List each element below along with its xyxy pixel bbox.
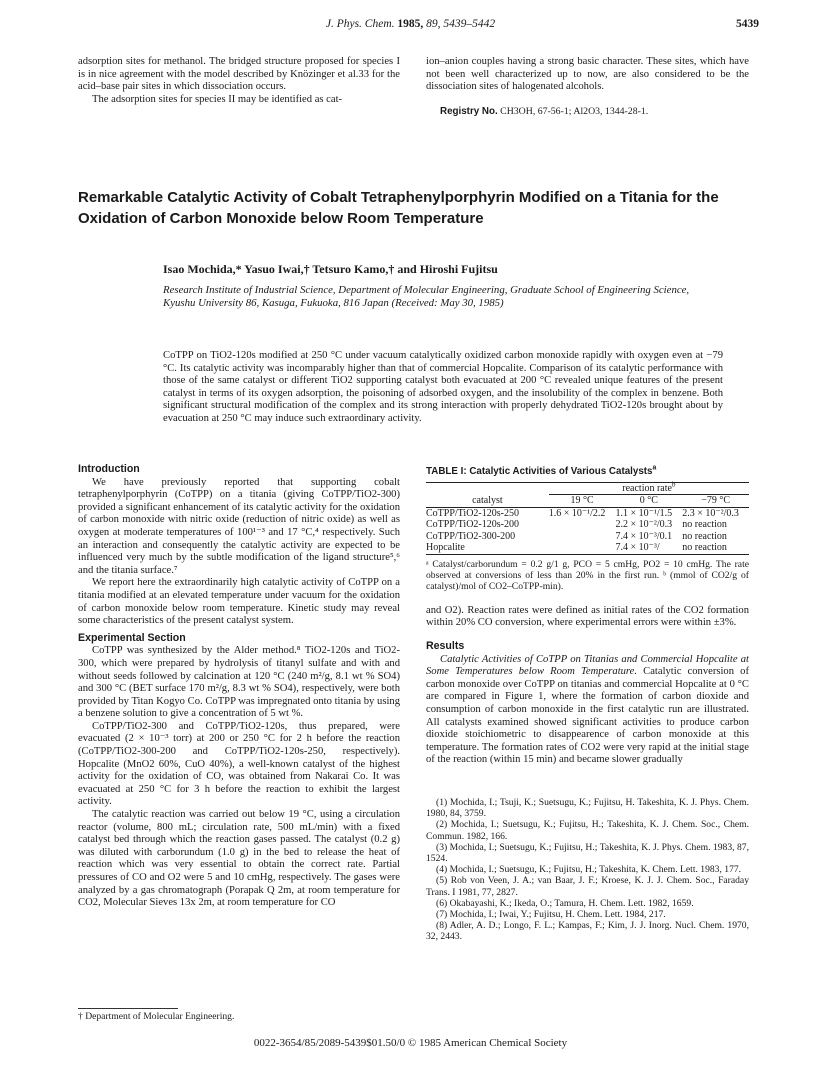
page-number: 5439 [736,18,759,30]
previous-article-left [78,56,400,106]
section-heading: Experimental Section [78,631,186,644]
prev-paragraph: adsorption sites for methanol. The bridged structure proposed for species I is in nice agreement with the model described by Knözinger et al.33 for the acid–base pair sites in which dissociation occurs. [78,56,400,93]
footnote: † Department of Molecular Engineering. [78,1008,400,1022]
col-19c: 19 °C [570,495,594,507]
registry-numbers: Registry No. CH3OH, 67-56-1; Al2O3, 1344-28-1. [440,105,649,117]
reference-item: (1) Mochida, I.; Tsuji, K.; Suetsugu, K.; Fujitsu, H. Takeshita, K. J. Phys. Chem. 1980, 84, 3759. [426,796,749,820]
paragraph: We report here the extraordinarily high catalytic activity of CoTPP on a titania modified at an elevated temperature under vacuum for the oxidation of carbon monoxide below room temperature. Kinetic study may reveal some characteristics of the present catalyst system. [78,577,400,627]
table-title: TABLE I: Catalytic Activities of Various Catalysts$^a$ [426,464,657,477]
abstract: CoTPP on TiO2-120s modified at 250 °C under vacuum catalytically oxidized carbon monoxide rapidly with oxygen even at −79 °C. Its catalytic activity was incomparably higher than that of commercial Hopcalite. Comparison of its catalytic performance with those of the same catalyst or different TiO2 supporting catalyst both evacuated at 200 °C revealed unique features of the present catalyst in terms of its oxygen adsorption, the poisoning of adsorbed oxygen, and the insolubility of the complex in benzene. Both significant structural modification of the complex and its strong interaction with properly dehydrated TiO2-120s brought about by evacuation at 250 °C may induce such extraordinary activity. [163,350,723,424]
paragraph: CoTPP was synthesized by the Alder method.⁸ TiO2-120s and TiO2-300, which were prepared by hydrolysis of titanyl sulfate and with and without seeds followed by calcination at 120 °C (240 m²/g, 8.1 wt % SO4) and 300 °C (BET surface 170 m²/g, 8.3 wt % SO4), respectively, were both provided by Titan Kogyo Co. CoTPP was impregnated onto titania by using a benzene solution to give a concentration of 5 wt %. [78,645,400,720]
table-row: CoTPP/TiO2-300-200 7.4 × 10⁻³/0.1 no reaction [426,530,727,542]
col-m79c: −79 °C [701,495,731,507]
reference-item: (7) Mochida, I.; Iwai, Y.; Fujitsu, H. Chem. Lett. 1984, 217. [436,908,666,920]
prev-paragraph: ion–anion couples having a strong basic character. These sites, which have not been well characterized up to now, are also considered to be the dissociation sites of halogenated alcohols. [426,56,749,93]
reaction-rate-header: reaction rate$^b$ [549,482,749,495]
table-row: CoTPP/TiO2-120s-200 2.2 × 10⁻²/0.3 no reaction [426,519,727,531]
previous-article-right [426,56,749,118]
left-column [78,463,400,910]
reference-item: (6) Okabayashi, K.; Ikeda, O.; Tamura, H. Chem. Lett. 1982, 1659. [436,897,694,909]
authors: Isao Mochida,* Yasuo Iwai,† Tetsuro Kamo,† and Hiroshi Fujitsu [163,262,498,276]
table-footnote: ᵃ Catalyst/carborundum = 0.2 g/1 g, PCO = 5 cmHg, PO2 = 10 cmHg. The rate observed at conversions of less than 20% in the first run. ᵇ (mmol of CO2/g of catalyst)/mol of CO2–CoTPP-min). [426,558,749,593]
right-column [426,466,749,943]
section-heading: Introduction [78,463,140,475]
reference-item: (2) Mochida, I.; Suetsugu, K.; Fujitsu, H.; Takeshita, K. J. Chem. Soc., Chem. Commun. 1982, 166. [426,819,749,842]
paragraph: Catalytic Activities of CoTPP on Titanias and Commercial Hopcalite at Some Temperatures below Room Temperature. Catalytic conversion of carbon monoxide over CoTPP on titanias and commercial Hopcalite at 0 °C are compared in Figure 1, where the formation of carbon dioxide and consumption of carbon monoxide in the first catalytic run are illustrated. All catalysts examined showed significant activities to produce carbon dioxide stoichiometric to disappearence of carbon monoxide at this temperature. The formation rates of CO2 were very rapid at the initial stage of the reaction (within 15 min) and became slower gradually [426,653,749,766]
reference-item: (8) Adler, A. D.; Longo, F. L.; Kampas, F.; Kim, J. J. Inorg. Nucl. Chem. 1970, 32, 2443. [426,920,749,943]
paragraph: The catalytic reaction was carried out below 19 °C, using a circulation reactor (volume, 800 mL; circulation rate, 500 mL/min) with a fixed catalyst bed through which the reaction gases passed. The catalyst (0.2 g) was diluted with carborundum (1.0 g) in the bed to release the heat of reaction which was very essential to obtain the correct rate. Partial pressures of CO and O2 were 5 and 10 cmHg, respectively. The gases were analyzed by a gas chromatograph (Porapak Q 2m, at room temperature for CO2, Molecular Sieves 13x 2m, at room temperature for CO [78,809,400,909]
affiliation: Research Institute of Industrial Science, Department of Molecular Engineering, Graduate School of Engineering Science, Kyushu University 86, Kasuga, Fukuoka, 816 Japan (Received: May 30, 1985) [163,284,690,309]
paragraph: and O2). Reaction rates were defined as initial rates of the CO2 formation within 20% CO conversion, where experimental errors were within ±3%. [426,604,749,629]
table-row: Hopcalite 7.4 × 10⁻³/ no reaction [426,542,749,554]
running-header [0,18,821,34]
prev-paragraph: The adsorption sites for species II may be identified as cat- [92,93,343,105]
reference-item: (4) Mochida, I.; Suetsugu, K.; Fujitsu, H.; Takeshita, K. Chem. Lett. 1983, 177. [436,864,742,876]
reference-item: (3) Mochida, I.; Suetsugu, K.; Fujitsu, H.; Takeshita, K. J. Phys. Chem. 1983, 87, 1524. [426,841,749,864]
catalytic-activity-table [426,482,749,555]
paragraph: CoTPP/TiO2-300 and CoTPP/TiO2-120s, thus prepared, were evacuated (2 × 10⁻³ torr) at 200 or 250 °C for 2 h before the reaction (CoTPP/TiO2-300-200 and CoTPP/TiO2-120s-250, respectively). Hopcalite (MnO2 60%, CuO 40%), a well-known catalyst of the highest activity for the oxidation of CO, was obtained from Nakarai Co. It was evacuated at 250 °C for 3 h before the reaction to exhibit the largest activity. [78,720,400,808]
journal-citation: J. Phys. Chem. 1985, 89, 5439–5442 [325,18,496,30]
copyright-line: 0022-3654/85/2089-5439$01.50/0 © 1985 American Chemical Society [253,1037,568,1049]
footnote-rule [78,1008,178,1009]
article-title: Remarkable Catalytic Activity of Cobalt Tetraphenylporphyrin Modified on a Titania for the Oxidation of Carbon Monoxide below Room Temperature [78,189,719,227]
col-0c: 0 °C [639,495,658,507]
reference-item: (5) Rob von Veen, J. A.; van Baar, J. F.; Kroese, K. J. J. Chem. Soc., Faraday Trans. I 1981, 77, 2827. [426,875,749,898]
paragraph: We have previously reported that supporting cobalt tetraphenylporphyrin (CoTPP) on a titania (giving CoTPP/TiO2-300) provided a significant enhancement of its catalytic activity for the oxidation of carbon monoxide with nitric oxide (reduction of nitric oxide) as well as oxygen at moderate temperatures of 100¹⁻³ and 17 °C,⁴ respectively. Such an interaction and consequently the catalytic activity are expected to be influenced very much by the subtle modification of the ligand structure⁵,⁶ and the titania surface.⁷ [78,476,400,576]
references [426,797,749,943]
section-heading: Results [426,640,465,652]
col-catalyst: catalyst [426,482,549,507]
table-row: CoTPP/TiO2-120s-250 1.6 × 10⁻¹/2.2 1.1 × 10⁻¹/1.5 2.3 × 10⁻²/0.3 [426,507,739,519]
